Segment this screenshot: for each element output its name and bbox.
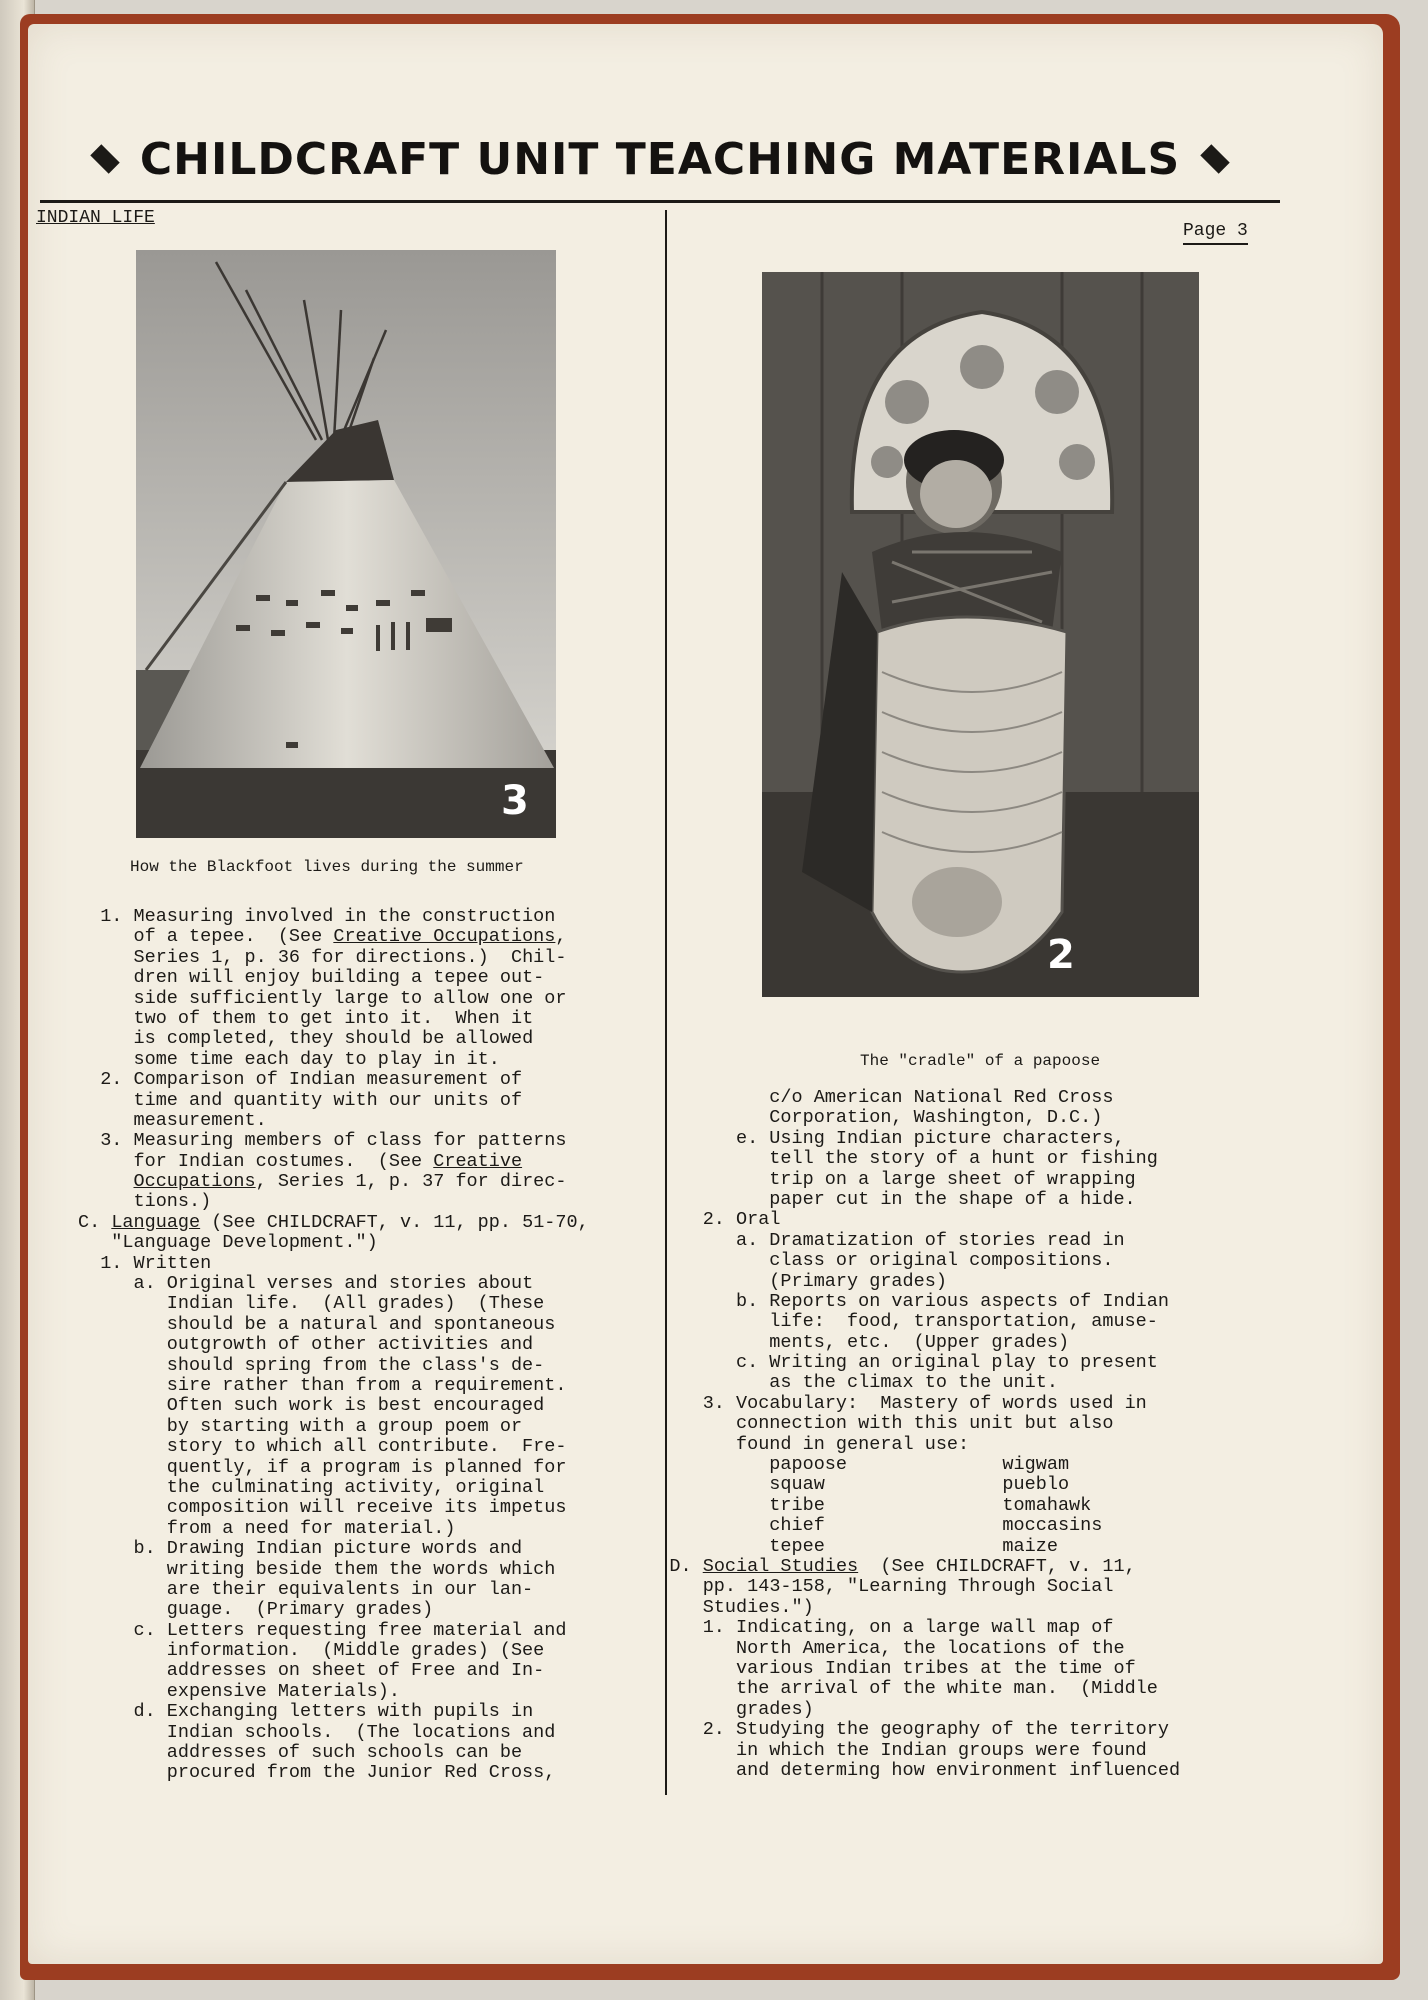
text-line: Often such work is best encouraged xyxy=(166,1395,545,1417)
cradle-photo xyxy=(762,272,1199,997)
text-line: 3. Vocabulary: Mastery of words used in xyxy=(702,1392,1147,1414)
photo-number-2: 2 xyxy=(1047,932,1075,978)
text-line: chief moccasins xyxy=(769,1515,1103,1537)
text-line: Studies.") xyxy=(702,1596,814,1618)
text-line xyxy=(134,1152,589,1172)
text-segment: , Series 1, p. 37 for direc- xyxy=(255,1171,567,1193)
text-line: guage. (Primary grades) xyxy=(166,1599,434,1621)
text-line: in which the Indian groups were found xyxy=(736,1739,1147,1761)
text-line xyxy=(134,1172,589,1192)
text-line: composition will receive its impetus xyxy=(166,1497,567,1519)
text-line: grades) xyxy=(736,1698,814,1720)
text-line: tepee maize xyxy=(769,1535,1058,1557)
text-line: Indian life. (All grades) (These xyxy=(166,1293,545,1315)
underlined-reference: Social Studies xyxy=(702,1555,859,1577)
diamond-ornament-right-icon xyxy=(1200,144,1229,173)
cradleboard-illustration-icon xyxy=(762,272,1199,997)
text-line: c/o American National Red Cross xyxy=(769,1087,1114,1108)
text-line: c. Letters requesting free material and xyxy=(133,1619,567,1641)
text-line: the arrival of the white man. (Middle xyxy=(736,1678,1158,1700)
page-header xyxy=(40,118,1280,203)
text-line: information. (Middle grades) (See xyxy=(166,1640,545,1662)
text-line xyxy=(134,927,589,947)
text-line: and determing how environment influenced xyxy=(736,1759,1181,1781)
text-line: quently, if a program is planned for xyxy=(166,1456,567,1478)
text-line: North America, the locations of the xyxy=(736,1637,1125,1659)
text-line: story to which all contribute. Fre- xyxy=(166,1436,567,1458)
underlined-reference: Occupations xyxy=(133,1171,256,1193)
text-line: sire rather than from a requirement. xyxy=(166,1374,567,1396)
underlined-reference: Creative xyxy=(433,1150,523,1172)
text-line: life: food, transportation, amuse- xyxy=(769,1311,1158,1333)
text-line: 2. Comparison of Indian measurement of xyxy=(100,1069,523,1091)
text-line: tions.) xyxy=(133,1191,212,1213)
text-segment: (See CHILDCRAFT, v. 11, xyxy=(858,1555,1136,1577)
text-line: tell the story of a hunt or fishing xyxy=(769,1148,1158,1170)
text-line: from a need for material.) xyxy=(166,1517,456,1539)
text-line: addresses on sheet of Free and In- xyxy=(166,1660,545,1682)
page-number: Page 3 xyxy=(1183,221,1248,245)
left-text-column xyxy=(78,907,589,1784)
text-line: a. Original verses and stories about xyxy=(133,1273,534,1295)
right-text-column xyxy=(669,1087,1181,1781)
text-line: 1. Indicating, on a large wall map of xyxy=(702,1617,1114,1639)
text-line: tribe tomahawk xyxy=(769,1494,1092,1516)
text-line xyxy=(78,1213,589,1233)
text-line: papoose wigwam xyxy=(769,1454,1070,1476)
text-line: addresses of such schools can be xyxy=(166,1742,523,1764)
text-line: Series 1, p. 36 for directions.) Chil- xyxy=(133,946,567,968)
text-line: writing beside them the words which xyxy=(166,1558,556,1580)
text-line: as the climax to the unit. xyxy=(769,1372,1058,1394)
text-line: by starting with a group poem or xyxy=(166,1415,523,1437)
text-line: should be a natural and spontaneous xyxy=(166,1313,556,1335)
text-line: a. Dramatization of stories read in xyxy=(736,1229,1125,1251)
text-line: some time each day to play in it. xyxy=(133,1048,500,1070)
text-line: various Indian tribes at the time of xyxy=(736,1657,1136,1679)
text-line: Corporation, Washington, D.C.) xyxy=(769,1107,1103,1129)
text-line: are their equivalents in our lan- xyxy=(166,1578,534,1600)
text-line: connection with this unit but also xyxy=(736,1413,1114,1435)
text-line: side sufficiently large to allow one or xyxy=(133,987,567,1009)
text-line: found in general use: xyxy=(736,1433,970,1455)
text-line: is completed, they should be allowed xyxy=(133,1028,534,1050)
text-segment: (See CHILDCRAFT, v. 11, pp. 51-70, xyxy=(200,1211,589,1233)
text-segment: D. xyxy=(669,1555,703,1577)
tepee-photo xyxy=(136,250,556,838)
text-line: 1. Written xyxy=(100,1252,212,1274)
text-line: class or original compositions. xyxy=(769,1250,1114,1272)
tepee-illustration-icon xyxy=(136,250,556,838)
column-divider xyxy=(665,210,667,1795)
text-line: Indian schools. (The locations and xyxy=(166,1721,556,1743)
text-line: 2. Oral xyxy=(702,1209,781,1231)
text-line: two of them to get into it. When it xyxy=(133,1007,534,1029)
text-segment: C. xyxy=(78,1211,112,1233)
text-line: 3. Measuring members of class for patterns xyxy=(100,1130,567,1152)
text-segment: for Indian costumes. (See xyxy=(133,1150,434,1172)
text-line: 2. Studying the geography of the territory xyxy=(702,1719,1169,1741)
text-line: squaw pueblo xyxy=(769,1474,1070,1496)
text-line: paper cut in the shape of a hide. xyxy=(769,1188,1136,1210)
page-title: CHILDCRAFT UNIT TEACHING MATERIALS xyxy=(139,133,1181,185)
text-line: (Primary grades) xyxy=(769,1270,947,1292)
text-line: trip on a large sheet of wrapping xyxy=(769,1168,1136,1190)
text-line: d. Exchanging letters with pupils in xyxy=(133,1701,534,1723)
underlined-reference: Creative Occupations xyxy=(333,926,556,948)
text-segment: of a tepee. (See xyxy=(133,926,334,948)
unit-label: INDIAN LIFE xyxy=(36,208,155,228)
text-line: dren will enjoy building a tepee out- xyxy=(133,967,545,989)
text-line: procured from the Junior Red Cross, xyxy=(166,1762,556,1784)
text-line: b. Reports on various aspects of Indian xyxy=(736,1290,1169,1312)
text-line: "Language Development.") xyxy=(111,1232,378,1254)
text-line: the culminating activity, original xyxy=(166,1476,545,1498)
diamond-ornament-left-icon xyxy=(90,144,119,173)
text-line xyxy=(669,1557,1180,1577)
text-line: outgrowth of other activities and xyxy=(166,1334,534,1356)
underlined-reference: Language xyxy=(111,1211,201,1233)
text-line: b. Drawing Indian picture words and xyxy=(133,1538,523,1560)
tepee-photo-caption: How the Blackfoot lives during the summer xyxy=(130,858,524,876)
text-line: expensive Materials). xyxy=(166,1680,400,1702)
text-line: c. Writing an original play to present xyxy=(736,1352,1158,1374)
text-line: pp. 143-158, "Learning Through Social xyxy=(702,1576,1114,1598)
photo-number-3: 3 xyxy=(501,778,529,824)
cradle-photo-caption: The "cradle" of a papoose xyxy=(860,1052,1101,1070)
text-line: measurement. xyxy=(133,1109,267,1131)
text-line: ments, etc. (Upper grades) xyxy=(769,1331,1070,1353)
text-line: should spring from the class's de- xyxy=(166,1354,545,1376)
text-segment: , xyxy=(555,926,567,948)
text-line: e. Using Indian picture characters, xyxy=(736,1127,1125,1149)
text-line: 1. Measuring involved in the construction xyxy=(100,906,556,927)
text-line: time and quantity with our units of xyxy=(133,1089,523,1111)
